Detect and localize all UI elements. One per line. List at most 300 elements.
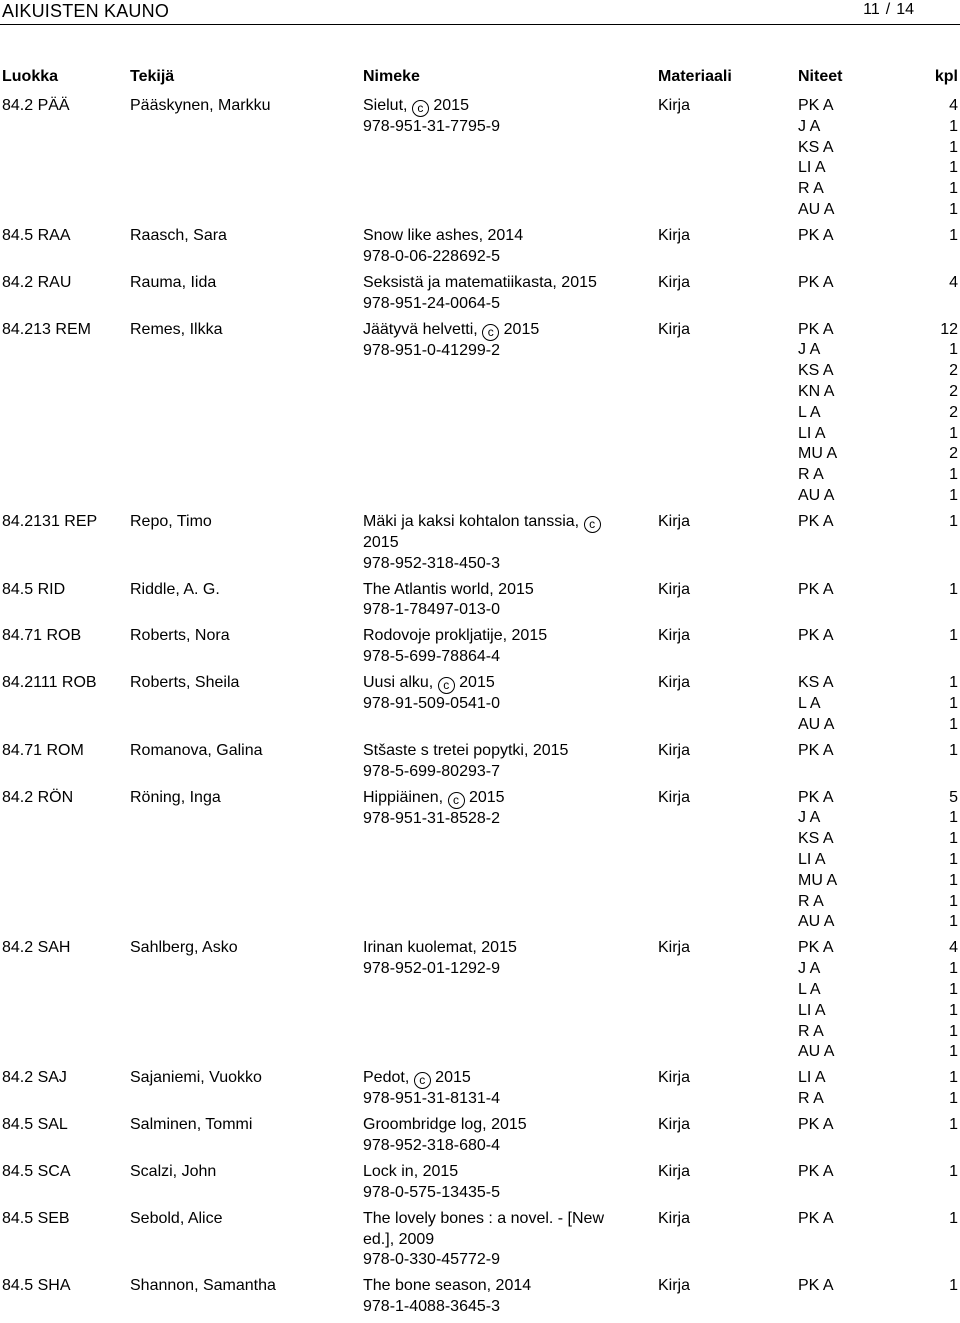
holding (798, 1042, 958, 1063)
row-nimeke (363, 938, 623, 980)
row-niteet (798, 741, 958, 762)
row-materiaali: Kirja (658, 580, 691, 598)
holding (798, 1001, 958, 1022)
holding (798, 361, 958, 382)
holding (798, 465, 958, 486)
table-row (0, 1276, 960, 1323)
row-tekija: Roberts, Nora (130, 627, 230, 645)
title-text (363, 96, 623, 117)
table-row (0, 96, 960, 226)
row-tekija: Romanova, Galina (130, 741, 263, 759)
row-materiaali: Kirja (658, 273, 691, 291)
row-niteet (798, 626, 958, 647)
holding (798, 382, 958, 403)
holding-count: 1 (949, 512, 958, 530)
isbn: 978-951-31-8528-2 (363, 809, 500, 827)
row-materiaali: Kirja (658, 227, 691, 244)
row-niteet (798, 320, 958, 507)
isbn: 978-951-0-41299-2 (363, 341, 500, 359)
row-niteet (798, 938, 958, 1063)
holding (798, 673, 958, 694)
isbn: 978-952-01-1292-9 (363, 960, 500, 978)
holding-count: 1 (949, 980, 958, 998)
title-year: 2015 (468, 788, 505, 806)
holding (798, 808, 958, 829)
holding-count: 1 (949, 850, 958, 868)
row-nimeke (363, 273, 623, 315)
row-tekija: Remes, Ilkka (130, 320, 223, 338)
isbn: 978-951-31-8131-4 (363, 1090, 500, 1108)
holding-count: 2 (949, 445, 958, 463)
holding-location: PK A (798, 320, 834, 338)
title-main: Uusi alku, (363, 674, 434, 692)
title-text (363, 320, 623, 341)
holding (798, 829, 958, 850)
holding-count: 1 (949, 809, 958, 827)
row-niteet (798, 96, 958, 221)
copyright-icon: c (438, 677, 455, 694)
holding (798, 959, 958, 980)
catalog-table (0, 96, 960, 1323)
row-nimeke (363, 1068, 623, 1110)
title-main: Hippiäinen, (363, 788, 444, 806)
row-luokka: 84.5 SHA (2, 1277, 71, 1295)
holding-count: 1 (949, 486, 958, 504)
holding-location: PK A (798, 1116, 834, 1134)
holding-location: PK A (798, 741, 834, 759)
holding-location: PK A (798, 273, 834, 291)
header-nimeke: Nimeke (363, 68, 420, 85)
table-row (0, 1162, 960, 1209)
row-tekija: Röning, Inga (130, 788, 221, 806)
header-luokka: Luokka (2, 68, 59, 85)
holding-location: L A (798, 980, 821, 998)
document-title: AIKUISTEN KAUNO (2, 1, 170, 21)
holding-count: 1 (949, 159, 958, 177)
row-materiaali: Kirja (658, 1069, 691, 1087)
row-materiaali: Kirja (658, 320, 691, 338)
holding (798, 1276, 958, 1297)
page-total: 14 (896, 1, 914, 18)
title-year: 2015 (503, 320, 540, 338)
copyright-icon: c (412, 100, 429, 117)
holding-location: AU A (798, 1043, 835, 1061)
title-main: Sielut, (363, 97, 408, 114)
holding-count: 1 (949, 1277, 958, 1295)
holding-location: MU A (798, 445, 838, 463)
holding (798, 788, 958, 809)
header-materiaali: Materiaali (658, 68, 732, 85)
holding (798, 96, 958, 117)
holding-location: MU A (798, 871, 838, 889)
row-nimeke (363, 1276, 623, 1318)
row-luokka: 84.71 ROB (2, 627, 82, 645)
table-row (0, 320, 960, 512)
holding-count: 1 (949, 1209, 958, 1227)
holding-count: 1 (949, 741, 958, 759)
row-nimeke (363, 512, 623, 575)
row-luokka: 84.5 SEB (2, 1209, 70, 1227)
holding (798, 871, 958, 892)
title-year: 2015 (363, 533, 399, 551)
isbn: 978-1-4088-3645-3 (363, 1298, 500, 1316)
title-text (363, 1209, 623, 1230)
title-main: Irinan kuolemat, 2015 (363, 939, 517, 957)
holding-count: 1 (949, 960, 958, 978)
title-year: 2015 (459, 674, 495, 692)
holding (798, 694, 958, 715)
holding-location: KS A (798, 674, 834, 692)
row-luokka: 84.2 SAJ (2, 1069, 67, 1087)
row-nimeke (363, 741, 623, 783)
row-niteet (798, 512, 958, 533)
table-row (0, 673, 960, 741)
row-luokka: 84.5 RAA (2, 227, 71, 244)
holding (798, 980, 958, 1001)
holding (798, 741, 958, 762)
copyright-icon: c (414, 1072, 431, 1089)
row-tekija: Raasch, Sara (130, 227, 227, 244)
holding-count: 1 (949, 200, 958, 218)
holding-location: R A (798, 1090, 824, 1108)
row-niteet (798, 1209, 958, 1230)
holding-count: 1 (949, 1043, 958, 1061)
holding-count: 1 (949, 341, 958, 359)
isbn: 978-0-575-13435-5 (363, 1183, 500, 1201)
holding-count: 2 (949, 403, 958, 421)
title-continued: ed.], 2009 (363, 1230, 435, 1248)
holding-location: PK A (798, 1162, 834, 1180)
title-text (363, 273, 623, 294)
holding (798, 626, 958, 647)
header-kpl: kpl (934, 68, 958, 85)
row-materiaali: Kirja (658, 939, 691, 957)
isbn: 978-0-330-45772-9 (363, 1251, 500, 1269)
holding-count: 2 (949, 382, 958, 400)
holding-location: J A (798, 809, 821, 827)
holding-location: PK A (798, 627, 834, 645)
row-niteet (798, 273, 958, 294)
row-luokka: 84.5 SCA (2, 1162, 71, 1180)
holding-location: PK A (798, 788, 834, 806)
row-luokka: 84.71 ROM (2, 741, 84, 759)
holding-location: PK A (798, 1277, 834, 1295)
page-separator: / (885, 1, 891, 18)
title-main: Jäätyvä helvetti, (363, 320, 478, 338)
holding (798, 179, 958, 200)
row-materiaali: Kirja (658, 674, 691, 692)
page-header (0, 0, 960, 25)
title-main: The lovely bones : a novel. - [New (363, 1209, 605, 1227)
holding-count: 1 (949, 1022, 958, 1040)
row-tekija: Repo, Timo (130, 512, 212, 530)
holding-location: AU A (798, 486, 835, 504)
holding-location: KS A (798, 362, 834, 380)
row-tekija: Salminen, Tommi (130, 1116, 253, 1134)
table-row (0, 938, 960, 1068)
holding (798, 226, 958, 247)
row-nimeke (363, 580, 623, 622)
holding-count: 1 (949, 1162, 958, 1180)
row-tekija: Scalzi, John (130, 1162, 217, 1180)
row-materiaali: Kirja (658, 788, 691, 806)
page-counter (863, 1, 914, 19)
isbn: 978-951-24-0064-5 (363, 294, 500, 312)
row-materiaali: Kirja (658, 1162, 691, 1180)
table-row (0, 788, 960, 939)
title-main: The bone season, 2014 (363, 1277, 532, 1295)
row-niteet (798, 788, 958, 934)
isbn: 978-1-78497-013-0 (363, 601, 500, 619)
table-row (0, 626, 960, 673)
title-text (363, 1162, 623, 1183)
row-tekija: Shannon, Samantha (130, 1277, 276, 1295)
title-text (363, 673, 623, 694)
holding-count: 1 (949, 424, 958, 442)
holding (798, 1162, 958, 1183)
title-text (363, 512, 623, 533)
row-materiaali: Kirja (658, 97, 691, 114)
holding-location: J A (798, 960, 821, 978)
holding-location: AU A (798, 913, 835, 931)
copyright-icon: c (584, 516, 601, 533)
title-main: Snow like ashes, 2014 (363, 227, 524, 244)
table-row (0, 741, 960, 788)
title-text (363, 741, 623, 762)
title-text (363, 1068, 623, 1089)
row-niteet (798, 580, 958, 601)
row-nimeke (363, 626, 623, 668)
holding-location: J A (798, 341, 821, 359)
title-text (363, 580, 623, 601)
title-main: The Atlantis world, 2015 (363, 580, 534, 598)
isbn: 978-5-699-78864-4 (363, 648, 500, 666)
row-nimeke (363, 1162, 623, 1204)
holding-location: KS A (798, 138, 834, 156)
row-niteet (798, 1276, 958, 1297)
holding-location: AU A (798, 715, 835, 733)
holding-count: 1 (949, 871, 958, 889)
holding-location: KN A (798, 382, 835, 400)
holding (798, 912, 958, 933)
table-row (0, 1209, 960, 1277)
row-tekija: Sajaniemi, Vuokko (130, 1069, 262, 1087)
header-niteet: Niteet (798, 68, 843, 85)
holding (798, 320, 958, 341)
title-text (363, 1115, 623, 1136)
row-materiaali: Kirja (658, 512, 691, 530)
holding-count: 2 (949, 362, 958, 380)
row-materiaali: Kirja (658, 1277, 691, 1295)
holding (798, 158, 958, 179)
isbn: 978-952-318-680-4 (363, 1136, 500, 1154)
holding-location: KS A (798, 830, 834, 848)
title-year: 2015 (435, 1069, 471, 1087)
row-niteet (798, 1115, 958, 1136)
row-luokka: 84.2 SAH (2, 939, 71, 957)
title-text (363, 938, 623, 959)
holding (798, 486, 958, 507)
holding (798, 715, 958, 736)
holding (798, 938, 958, 959)
title-year: 2015 (433, 97, 469, 114)
holding (798, 273, 958, 294)
holding-count: 1 (949, 1069, 958, 1087)
holding-location: R A (798, 892, 824, 910)
holding (798, 424, 958, 445)
holding-count: 1 (949, 1116, 958, 1134)
table-row (0, 273, 960, 320)
row-nimeke (363, 320, 623, 362)
row-nimeke (363, 673, 623, 715)
row-tekija: Sahlberg, Asko (130, 939, 238, 957)
holding (798, 512, 958, 533)
holding-location: J A (798, 117, 821, 135)
holding (798, 1089, 958, 1110)
holding (798, 117, 958, 138)
holding-count: 1 (949, 580, 958, 598)
holding (798, 340, 958, 361)
holding-location: L A (798, 403, 821, 421)
holding-location: R A (798, 180, 824, 198)
holding-count: 1 (949, 892, 958, 910)
row-materiaali: Kirja (658, 1209, 691, 1227)
holding (798, 444, 958, 465)
isbn: 978-91-509-0541-0 (363, 695, 500, 713)
holding-count: 1 (949, 138, 958, 156)
holding-location: LI A (798, 159, 826, 177)
holding-count: 1 (949, 694, 958, 712)
table-row (0, 226, 960, 273)
copyright-icon: c (482, 324, 499, 341)
table-row (0, 512, 960, 580)
table-row (0, 1115, 960, 1162)
header-tekija: Tekijä (130, 68, 175, 85)
holding-location: LI A (798, 850, 826, 868)
row-materiaali: Kirja (658, 627, 691, 645)
holding-location: LI A (798, 1001, 826, 1019)
holding (798, 200, 958, 221)
row-tekija: Rauma, Iida (130, 273, 217, 291)
holding (798, 403, 958, 424)
row-luokka: 84.2131 REP (2, 512, 98, 530)
table-row (0, 580, 960, 627)
holding-count: 1 (949, 117, 958, 135)
holding-count: 1 (949, 913, 958, 931)
row-niteet (798, 673, 958, 735)
row-tekija: Riddle, A. G. (130, 580, 220, 598)
row-nimeke (363, 226, 623, 268)
row-tekija: Sebold, Alice (130, 1209, 223, 1227)
holding-count: 5 (949, 788, 958, 806)
holding-count: 12 (940, 320, 958, 338)
page-current: 11 (863, 1, 880, 18)
holding (798, 850, 958, 871)
holding-location: L A (798, 694, 821, 712)
row-luokka: 84.2111 ROB (2, 674, 97, 692)
row-tekija: Pääskynen, Markku (130, 97, 271, 114)
title-main: Lock in, 2015 (363, 1162, 459, 1180)
row-luokka: 84.2 PÄÄ (2, 97, 70, 114)
holding (798, 580, 958, 601)
row-luokka: 84.2 RÖN (2, 788, 74, 806)
holding (798, 138, 958, 159)
holding-location: R A (798, 466, 824, 484)
holding-count: 1 (949, 227, 958, 244)
title-main: Pedot, (363, 1069, 410, 1087)
title-text (363, 626, 623, 647)
row-luokka: 84.5 SAL (2, 1116, 68, 1134)
row-materiaali: Kirja (658, 741, 691, 759)
holding-count: 4 (949, 273, 958, 291)
title-text (363, 1276, 623, 1297)
holding-location: PK A (798, 939, 834, 957)
holding-count: 1 (949, 830, 958, 848)
copyright-icon: c (448, 792, 465, 809)
holding (798, 1068, 958, 1089)
row-niteet (798, 1162, 958, 1183)
column-headers (0, 68, 960, 88)
holding (798, 1209, 958, 1230)
title-main: Stšaste s tretei popytki, 2015 (363, 741, 569, 759)
holding-count: 1 (949, 1090, 958, 1108)
row-niteet (798, 226, 958, 247)
holding-count: 1 (949, 715, 958, 733)
row-tekija: Roberts, Sheila (130, 674, 240, 692)
holding-count: 4 (949, 97, 958, 114)
row-nimeke (363, 1115, 623, 1157)
table-row (0, 1068, 960, 1115)
holding (798, 1115, 958, 1136)
row-nimeke (363, 788, 623, 830)
isbn: 978-952-318-450-3 (363, 554, 500, 572)
holding-location: PK A (798, 512, 834, 530)
holding-count: 4 (949, 939, 958, 957)
holding-location: AU A (798, 200, 835, 218)
holding-count: 1 (949, 674, 958, 692)
row-nimeke (363, 1209, 623, 1271)
row-luokka: 84.213 REM (2, 320, 91, 338)
holding-location: PK A (798, 580, 834, 598)
row-niteet (798, 1068, 958, 1110)
holding-location: LI A (798, 424, 826, 442)
row-luokka: 84.2 RAU (2, 273, 72, 291)
holding-location: R A (798, 1022, 824, 1040)
isbn: 978-0-06-228692-5 (363, 247, 500, 265)
title-text (363, 788, 623, 809)
row-luokka: 84.5 RID (2, 580, 66, 598)
title-main: Seksistä ja matematiikasta, 2015 (363, 273, 597, 291)
title-text (363, 226, 623, 247)
holding-location: PK A (798, 227, 834, 244)
row-materiaali: Kirja (658, 1116, 691, 1134)
holding (798, 892, 958, 913)
holding-location: PK A (798, 97, 834, 114)
holding-count: 1 (949, 180, 958, 198)
isbn: 978-951-31-7795-9 (363, 118, 500, 135)
holding-count: 1 (949, 1001, 958, 1019)
holding-location: LI A (798, 1069, 826, 1087)
holding-count: 1 (949, 627, 958, 645)
title-main: Mäki ja kaksi kohtalon tanssia, (363, 512, 580, 530)
isbn: 978-5-699-80293-7 (363, 762, 500, 780)
holding (798, 1022, 958, 1043)
title-main: Rodovoje prokljatije, 2015 (363, 627, 548, 645)
holding-count: 1 (949, 466, 958, 484)
title-main: Groombridge log, 2015 (363, 1116, 527, 1134)
holding-location: PK A (798, 1209, 834, 1227)
row-nimeke (363, 96, 623, 138)
